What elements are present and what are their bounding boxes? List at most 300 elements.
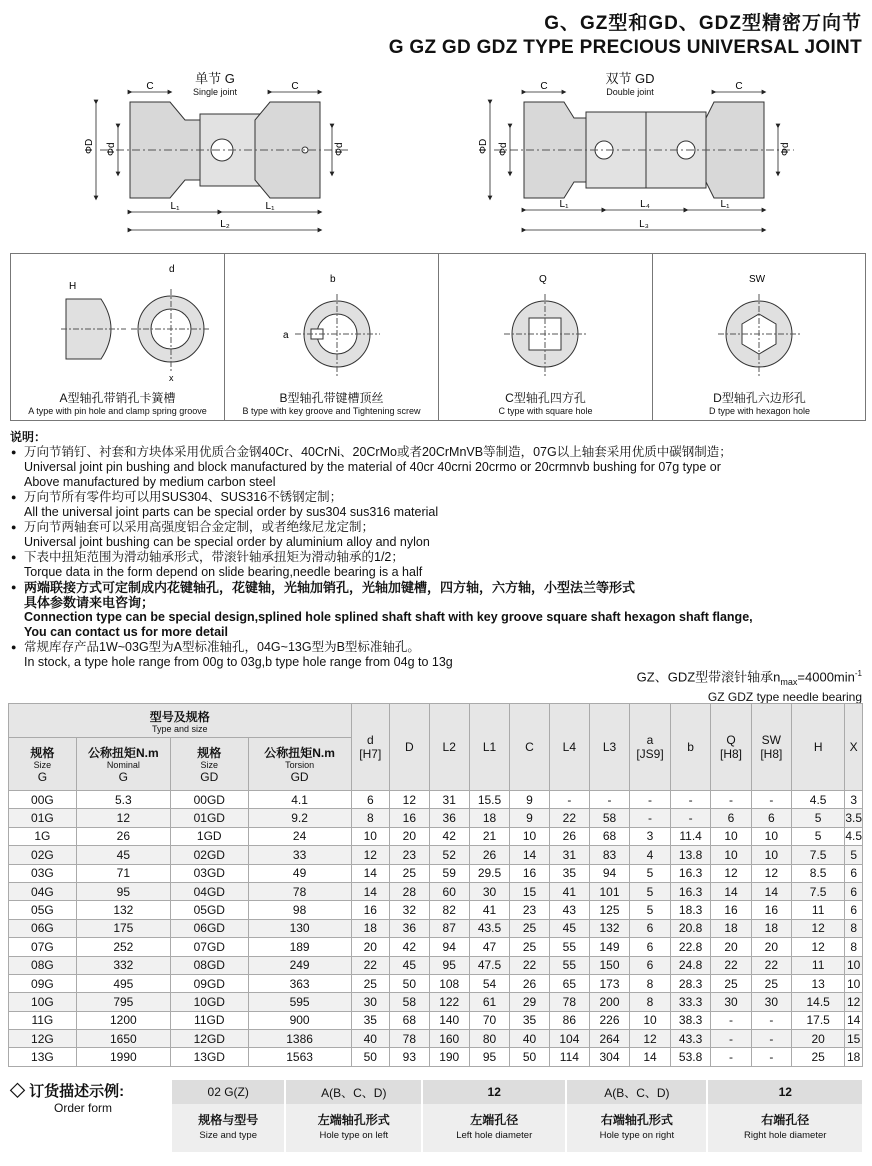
table-cell: 29.5 [469,864,509,882]
table-cell: 68 [390,1011,430,1029]
dim-l1-right: L₁ [720,199,730,210]
table-cell: 26 [469,846,509,864]
table-row [9,1030,863,1048]
table-cell: 6 [630,919,671,937]
table-cell: 5 [791,827,844,845]
table-cell: 104 [549,1030,589,1048]
table-cell: 58 [589,809,629,827]
table-cell: 30 [351,993,390,1011]
table-cell: 45 [76,846,170,864]
bore-panel-d [653,254,866,420]
header-L2: L2 [429,704,469,791]
table-cell: 1386 [248,1030,351,1048]
table-cell: 20 [791,1030,844,1048]
table-cell: 15 [510,882,550,900]
table-cell: 595 [248,993,351,1011]
header-H: H [791,704,844,791]
table-cell: 18 [351,919,390,937]
table-cell: 25 [510,919,550,937]
table-cell: 10G [9,993,77,1011]
table-cell: 15 [845,1030,863,1048]
table-cell: - [751,791,791,809]
table-cell: 04GD [170,882,248,900]
table-cell: 16 [751,901,791,919]
dim-l1-left: L₁ [170,201,180,212]
table-cell: 10 [845,974,863,992]
dim-b: b [330,274,336,285]
table-cell: 47.5 [469,956,509,974]
table-cell: 41 [469,901,509,919]
table-cell: 249 [248,956,351,974]
table-cell: 18 [845,1048,863,1066]
table-cell: 30 [751,993,791,1011]
dim-l4: L₄ [640,199,650,210]
table-cell: 33.3 [670,993,710,1011]
table-cell: 132 [76,901,170,919]
table-cell: 4.5 [845,827,863,845]
bore-c-label-cn: C型轴孔四方孔 [505,391,586,405]
table-cell: 08GD [170,956,248,974]
dim-l3: L₃ [639,219,649,230]
table-cell: 10 [845,956,863,974]
table-cell: 93 [390,1048,430,1066]
order-label: 左端轴孔形式 Hole type on left [285,1104,422,1152]
table-cell: 38.3 [670,1011,710,1029]
table-cell: 14 [510,846,550,864]
table-cell: 71 [76,864,170,882]
table-cell: 14.5 [791,993,844,1011]
order-label: 右端孔径 Right hole diameter [707,1104,863,1152]
needle-bearing-note: GZ、GDZ型带滚针轴承$n_{max}=4000\min^{-1}$ GZ GDZ type needle bearing [636,669,862,704]
table-cell: 07GD [170,938,248,956]
table-cell: 900 [248,1011,351,1029]
note-item: ● 两端联接方式可定制成内花键轴孔，花键轴，光轴加销孔，光轴加键槽，四方轴，六方轴，小型法兰等形式 具体参数请来电咨询； Connection type can be special design,splined hole splined shaft shaft with key groove square shaft hexagon shaft flange, You can contact us for more detail [10,580,870,640]
table-cell: 58 [390,993,430,1011]
table-cell: 20 [751,938,791,956]
table-cell: 5 [630,901,671,919]
table-cell: 55 [549,956,589,974]
header-gd-size: 规格 Size GD [170,738,248,791]
dim-d: d [169,264,175,275]
table-cell: 11 [791,901,844,919]
header-Q: Q [H8] [711,704,751,791]
table-cell: 6 [751,809,791,827]
table-cell: 03GD [170,864,248,882]
table-cell: - [630,791,671,809]
table-cell: 11GD [170,1011,248,1029]
table-cell: - [711,1048,751,1066]
table-cell: 130 [248,919,351,937]
table-cell: 22 [510,956,550,974]
table-cell: 01G [9,809,77,827]
table-row [9,864,863,882]
table-cell: 1563 [248,1048,351,1066]
table-cell: 26 [76,827,170,845]
table-cell: 03G [9,864,77,882]
dim-q: Q [539,274,547,285]
table-cell: 5 [791,809,844,827]
table-cell: 10 [711,827,751,845]
table-cell: 1990 [76,1048,170,1066]
table-cell: 59 [429,864,469,882]
title-cn: G、GZ型和GD、GDZ型精密万向节 [544,13,862,34]
table-cell: - [751,1048,791,1066]
table-cell: 42 [429,827,469,845]
table-cell: - [670,809,710,827]
table-cell: 01GD [170,809,248,827]
table-cell: 24.8 [670,956,710,974]
table-cell: 25 [390,864,430,882]
table-cell: 16 [351,901,390,919]
dim-c-left: C [540,81,548,92]
table-cell: 25 [711,974,751,992]
table-cell: 14 [630,1048,671,1066]
page-header [389,8,862,59]
bore-type-panels [10,253,866,421]
table-cell: 26 [510,974,550,992]
dim-a: a [283,330,289,341]
header-g-torque: 公称扭矩N.m Nominal G [76,738,170,791]
table-cell: 8 [351,809,390,827]
table-cell: 226 [589,1011,629,1029]
table-cell: 160 [429,1030,469,1048]
table-row [9,974,863,992]
table-cell: 35 [549,864,589,882]
table-cell: 05GD [170,901,248,919]
table-cell: 26 [549,827,589,845]
table-cell: 12 [76,809,170,827]
table-cell: 54 [469,974,509,992]
table-cell: 31 [549,846,589,864]
order-label: 右端轴孔形式 Hole type on right [566,1104,707,1152]
table-cell: 13GD [170,1048,248,1066]
table-cell: 795 [76,993,170,1011]
table-cell: 7.5 [791,846,844,864]
table-cell: - [589,791,629,809]
table-cell: 47 [469,938,509,956]
header-type-size: 型号及规格 Type and size [9,704,352,738]
table-cell: 00GD [170,791,248,809]
note-item: ● 下表中扭矩范围为滑动轴承形式，带滚针轴承扭矩为滑动轴承的1/2； Torque data in the form depend on slide bearing,needle bearing is a half [10,550,870,580]
dim-l2: L₂ [220,219,230,230]
title-en: G GZ GD GDZ TYPE PRECIOUS UNIVERSAL JOINT [388,37,862,58]
table-cell: 11G [9,1011,77,1029]
table-cell: - [630,809,671,827]
table-cell: 10 [351,827,390,845]
double-joint-label: 双节 GD Double joint [605,71,655,97]
table-cell: 49 [248,864,351,882]
bore-panel-a [11,254,225,420]
table-cell: 43.3 [670,1030,710,1048]
table-cell: 41 [549,882,589,900]
table-cell: 363 [248,974,351,992]
table-cell: 30 [469,882,509,900]
table-cell: 21 [469,827,509,845]
table-cell: 18 [711,919,751,937]
table-cell: 94 [589,864,629,882]
table-cell: 9 [510,791,550,809]
table-cell: 189 [248,938,351,956]
table-cell: 200 [589,993,629,1011]
table-cell: 25 [510,938,550,956]
table-cell: 45 [549,919,589,937]
dim-inner-d-left: Φd [498,142,509,156]
single-joint-drawing [80,80,370,240]
table-cell: 18 [469,809,509,827]
bore-d-drawing [653,254,866,384]
table-cell: 94 [429,938,469,956]
table-cell: 55 [549,938,589,956]
table-cell: 50 [390,974,430,992]
dim-l1-right: L₁ [265,201,275,212]
table-cell: 40 [510,1030,550,1048]
dim-l1-left: L₁ [559,199,569,210]
dim-inner-d-right: Φd [334,142,345,156]
table-row [9,1011,863,1029]
table-cell: 304 [589,1048,629,1066]
table-cell: 07G [9,938,77,956]
header-C: C [510,704,550,791]
table-cell: 7.5 [791,882,844,900]
table-cell: 02G [9,846,77,864]
table-cell: 36 [390,919,430,937]
table-cell: 23 [390,846,430,864]
table-cell: 45 [390,956,430,974]
table-cell: 10 [630,1011,671,1029]
table-cell: 95 [429,956,469,974]
table-cell: 16 [390,809,430,827]
table-cell: 9.2 [248,809,351,827]
table-row [9,993,863,1011]
table-cell: 20.8 [670,919,710,937]
order-form-table [172,1080,864,1152]
table-cell: 11 [791,956,844,974]
double-joint-drawing [474,80,804,240]
table-row [9,919,863,937]
table-cell: 04G [9,882,77,900]
order-value: A(B、C、D) [566,1080,707,1104]
table-cell: 6 [845,901,863,919]
table-cell: 10 [510,827,550,845]
table-cell: 42 [390,938,430,956]
table-row [9,938,863,956]
table-cell: 114 [549,1048,589,1066]
table-cell: 14 [711,882,751,900]
table-cell: 14 [751,882,791,900]
table-cell: 20 [390,827,430,845]
table-cell: 00G [9,791,77,809]
table-cell: 5 [845,846,863,864]
header-a: a [JS9] [630,704,671,791]
table-cell: 87 [429,919,469,937]
table-cell: 12 [791,938,844,956]
table-cell: 108 [429,974,469,992]
table-cell: 30 [711,993,751,1011]
table-cell: 3 [630,827,671,845]
table-cell: 3.5 [845,809,863,827]
table-cell: 18 [751,919,791,937]
table-cell: 52 [429,846,469,864]
dim-h: H [69,281,77,292]
header-g-size: 规格 Size G [9,738,77,791]
notes-title: 说明： [10,430,47,444]
table-cell: 10 [751,846,791,864]
order-value: 12 [422,1080,566,1104]
table-row [9,809,863,827]
table-cell: 6 [351,791,390,809]
table-row [9,1048,863,1066]
table-cell: 78 [390,1030,430,1048]
table-cell: - [670,791,710,809]
dim-sw: SW [749,274,766,285]
table-cell: 95 [469,1048,509,1066]
order-form-title: ◇ 订货描述示例: Order form [10,1083,125,1115]
header-gd-torque: 公称扭矩N.m Torsion GD [248,738,351,791]
table-cell: 6 [711,809,751,827]
dim-c-right: C [735,81,743,92]
header-X: X [845,704,863,791]
table-row [9,846,863,864]
table-cell: 20 [711,938,751,956]
table-cell: 35 [510,1011,550,1029]
table-cell: 332 [76,956,170,974]
table-cell: 12G [9,1030,77,1048]
table-cell: 173 [589,974,629,992]
table-cell: 140 [429,1011,469,1029]
bore-panel-c [439,254,653,420]
table-cell: 495 [76,974,170,992]
table-cell: 09GD [170,974,248,992]
table-cell: 95 [76,882,170,900]
table-cell: 9 [510,809,550,827]
dim-inner-d-left: Φd [106,142,117,156]
header-D: D [390,704,430,791]
table-cell: 22 [751,956,791,974]
table-cell: 175 [76,919,170,937]
table-cell: 28.3 [670,974,710,992]
bore-c-label-en: C type with square hole [498,406,593,416]
table-cell: 86 [549,1011,589,1029]
table-cell: 22.8 [670,938,710,956]
table-cell: 16 [510,864,550,882]
dim-c-left: C [146,81,154,92]
table-cell: 18.3 [670,901,710,919]
table-cell: 09G [9,974,77,992]
table-cell: 1G [9,827,77,845]
table-cell: 190 [429,1048,469,1066]
table-cell: 3 [845,791,863,809]
table-cell: 6 [845,882,863,900]
table-cell: 61 [469,993,509,1011]
table-cell: 23 [510,901,550,919]
order-value: 12 [707,1080,863,1104]
table-cell: 5.3 [76,791,170,809]
table-cell: 150 [589,956,629,974]
table-cell: 12 [791,919,844,937]
dim-x: x [169,373,174,383]
table-cell: 13 [791,974,844,992]
table-cell: 1650 [76,1030,170,1048]
table-cell: 25 [791,1048,844,1066]
table-cell: 43 [549,901,589,919]
bore-c-drawing [439,254,652,384]
table-cell: 12 [351,846,390,864]
table-cell: 50 [510,1048,550,1066]
header-b: b [670,704,710,791]
table-cell: 5 [630,864,671,882]
table-cell: 78 [549,993,589,1011]
bore-panel-b [225,254,439,420]
order-value: A(B、C、D) [285,1080,422,1104]
dim-c-right: C [291,81,299,92]
table-row [9,827,863,845]
bore-a-label-en: A type with pin hole and clamp spring groove [28,406,207,416]
table-cell: 12GD [170,1030,248,1048]
table-cell: 29 [510,993,550,1011]
table-cell: 53.8 [670,1048,710,1066]
bore-d-label-en: D type with hexagon hole [708,406,811,416]
notes-section [10,430,870,670]
bore-d-label-cn: D型轴孔六边形孔 [713,391,806,405]
table-cell: 10 [711,846,751,864]
note-item: ● 万向节两轴套可以采用高强度铝合金定制，或者绝缘尼龙定制； Universal joint bushing can be special order by aluminium alloy and nylon [10,520,870,550]
dim-inner-d-right: Φd [780,142,791,156]
table-cell: - [751,1011,791,1029]
dim-outer-d: ΦD [478,138,489,154]
table-cell: 33 [248,846,351,864]
table-cell: 252 [76,938,170,956]
table-cell: 264 [589,1030,629,1048]
note-item: ● 常规库存产品1W~03G型为A型标准轴孔，04G~13G型为B型标准轴孔。 In stock, a type hole range from 00g to 03g,b type hole range from 04g to 13g [10,640,870,670]
bore-a-label-cn: A型轴孔带销孔卡簧槽 [59,391,176,405]
table-cell: 40 [351,1030,390,1048]
header-L3: L3 [589,704,629,791]
table-row [9,882,863,900]
header-L1: L1 [469,704,509,791]
table-cell: 12 [751,864,791,882]
table-cell: 22 [351,956,390,974]
table-cell: 06G [9,919,77,937]
table-row [9,956,863,974]
table-cell: 06GD [170,919,248,937]
table-cell: 12 [390,791,430,809]
table-cell: 35 [351,1011,390,1029]
table-cell: 05G [9,901,77,919]
table-cell: 16 [711,901,751,919]
table-cell: 16.3 [670,882,710,900]
table-cell: 65 [549,974,589,992]
table-cell: 78 [248,882,351,900]
spec-table-body [9,791,863,1067]
single-joint-label: 单节 G Single joint [192,71,238,97]
table-cell: 20 [351,938,390,956]
table-cell: 70 [469,1011,509,1029]
table-cell: 4.1 [248,791,351,809]
table-cell: - [711,1011,751,1029]
table-cell: 101 [589,882,629,900]
table-cell: 50 [351,1048,390,1066]
table-cell: 13.8 [670,846,710,864]
table-cell: 83 [589,846,629,864]
table-cell: 02GD [170,846,248,864]
dim-outer-d: ΦD [84,138,95,154]
table-cell: 25 [751,974,791,992]
table-cell: - [711,791,751,809]
table-cell: 149 [589,938,629,956]
table-cell: 82 [429,901,469,919]
table-cell: 08G [9,956,77,974]
header-L4: L4 [549,704,589,791]
